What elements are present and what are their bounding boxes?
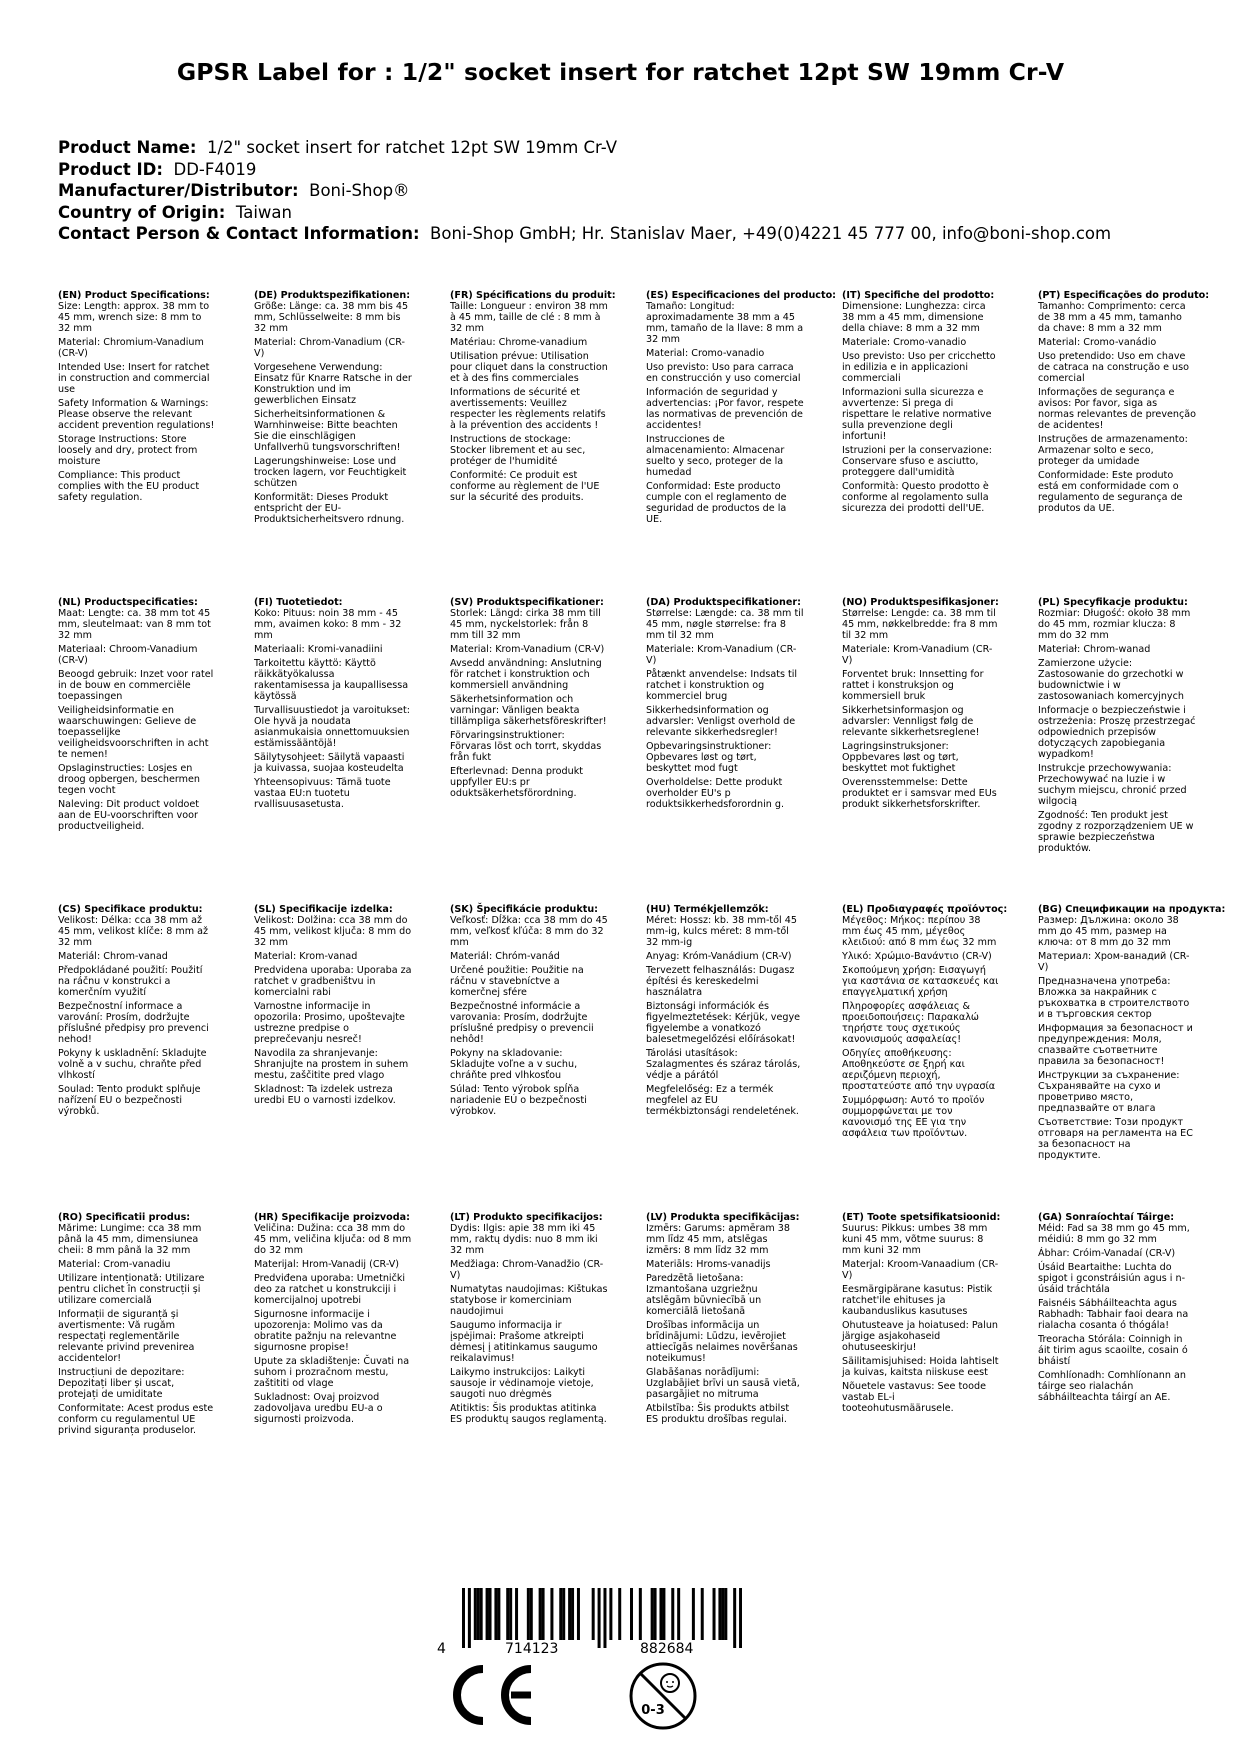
spec-paragraph: Συμμόρφωση: Αυτό το προϊόν συμμορφώνεται με τον κανονισμό της ΕΕ για την ασφάλεια των προϊόντων.	[842, 1095, 985, 1139]
spec-paragraph: Инструкции за съхранение: Съхранявайте на сухо и проветриво място, предпазвайте от влага	[1038, 1070, 1180, 1114]
spec-paragraph: Sigurnosne informacije i upozorenja: Molimo vas da obratite pažnju na relevantne sigurnosne propise!	[254, 1309, 397, 1353]
spec-paragraph: Naleving: Dit product voldoet aan de EU-voorschriften voor productveiligheid.	[58, 799, 200, 832]
spec-paragraph: Súlad: Tento výrobok spĺňa nariadenie EÚ o bezpečnosti výrobkov.	[450, 1084, 587, 1117]
spec-paragraph: Pokyny na skladovanie: Skladujte voľne a v suchu, chráňte pred vlhkosťou	[450, 1048, 578, 1081]
not-for-children-0-3-icon	[628, 1661, 698, 1731]
barcode-bar	[497, 1588, 500, 1640]
language-heading: (PT) Especificações do produto:	[1038, 290, 1210, 301]
spec-paragraph: Sikkerhetsinformasjon og advarsler: Vennligst følg de relevante sikkerhetsreglene!	[842, 705, 980, 738]
language-heading: (HU) Termékjellemzők:	[646, 904, 769, 915]
spec-paragraph: Säilytysohjeet: Säilytä vapaasti ja kuivassa, suojaa kosteudelta	[254, 752, 405, 774]
spec-paragraph: Информация за безопасност и предупреждения: Моля, спазвайте съответните правила за безопасност!	[1038, 1023, 1193, 1067]
spec-paragraph: Uso pretendido: Uso em chave de catraca na construção e uso comercial	[1038, 351, 1189, 384]
language-heading: (PL) Specyfikacje produktu:	[1038, 597, 1188, 608]
language-heading: (NL) Productspecificaties:	[58, 597, 198, 608]
spec-paragraph: Conformité: Ce produit est conforme au règlement de l'UE sur la sécurité des produits.	[450, 470, 600, 503]
spec-paragraph: Utilizare intenționată: Utilizare pentru clichet în construcții și utilizare comercială	[58, 1273, 205, 1306]
spec-paragraph: Material: Chromium-Vanadium (CR-V)	[58, 337, 204, 359]
language-heading: (BG) Спецификации на продукта:	[1038, 904, 1226, 915]
language-block	[1038, 597, 1196, 857]
barcode-bar	[739, 1588, 742, 1648]
spec-paragraph: Paredzētā lietošana: Izmantošana uzgriežņu atslēgām būvniecībā un komerciālā lietošanā	[646, 1273, 762, 1317]
spec-paragraph: Velikost: Dolžina: cca 38 mm do 45 mm, velikost ključa: 8 mm do 32 mm	[254, 915, 412, 948]
barcode-bar	[630, 1588, 633, 1640]
spec-paragraph: Förvaringsinstruktioner: Förvaras löst och torrt, skyddas från fukt	[450, 730, 602, 763]
spec-paragraph: Maat: Lengte: ca. 38 mm tot 45 mm, sleutelmaat: van 8 mm tot 32 mm	[58, 608, 211, 641]
spec-paragraph: Efterlevnad: Denna produkt uppfyller EU:s pr oduktsäkerhetsförordning.	[450, 766, 584, 799]
spec-paragraph: Bezpečnostné informácie a varovania: Prosím, dodržujte príslušné predpisy o prevencii nehôd!	[450, 1001, 594, 1045]
spec-paragraph: Conformidade: Este produto está em conformidade com o regulamento de segurança de produtos da UE.	[1038, 470, 1183, 514]
language-heading: (LT) Produkto specifikacijos:	[450, 1212, 603, 1223]
product-info	[58, 137, 1111, 245]
spec-paragraph: Megfelelőség: Ez a termék megfelel az EU termékbiztonsági rendeletének.	[646, 1084, 799, 1117]
language-block	[254, 1212, 412, 1428]
spec-paragraph: Comhlíonadh: Comhlíonann an táirge seo rialachán sábháilteachta táirgí an AE.	[1038, 1370, 1186, 1403]
barcode-bar	[527, 1588, 530, 1640]
manufacturer-label: Manufacturer/Distributor:	[58, 181, 299, 200]
spec-paragraph: Sikkerhedsinformation og advarsler: Venligst overhold de relevante sikkerhedsregler!	[646, 705, 796, 738]
language-heading: (DA) Produktspecifikationer:	[646, 597, 801, 608]
product-id-value: DD-F4019	[173, 159, 257, 179]
spec-paragraph: Материал: Хром-ванадий (CR-V)	[1038, 951, 1190, 973]
ean-right-digits: 882684	[640, 1641, 694, 1657]
spec-paragraph: Materijal: Hrom-Vanadij (CR-V)	[254, 1259, 400, 1270]
spec-paragraph: Beoogd gebruik: Inzet voor ratel in de bouw en commerciële toepassingen	[58, 669, 214, 702]
barcode-bar	[718, 1588, 721, 1640]
spec-paragraph: Opslaginstructies: Losjes en droog opbergen, beschermen tegen vocht	[58, 763, 200, 796]
product-id-label: Product ID:	[58, 159, 163, 179]
spec-paragraph: Turvallisuustiedot ja varoitukset: Ole hyvä ja noudata asianmukaisia onnettomuuksien estämissääntöjä!	[254, 705, 410, 749]
barcode-bar	[494, 1588, 497, 1640]
spec-paragraph: Materiál: Chrom-vanad	[58, 951, 168, 962]
barcode-bar	[654, 1588, 657, 1640]
page-title: GPSR Label for : 1/2" socket insert for ratchet 12pt SW 19mm Cr-V	[176, 58, 1065, 86]
spec-paragraph: Tarkoitettu käyttö: Käyttö räikkätyökalussa rakentamisessa ja kaupallisessa käytössä	[254, 658, 409, 702]
spec-paragraph: Tamanho: Comprimento: cerca de 38 mm a 45 mm, tamanho da chave: 8 mm a 32 mm	[1038, 301, 1186, 334]
language-block	[58, 597, 216, 835]
barcode-bar	[677, 1588, 680, 1640]
spec-paragraph: Izmērs: Garums: apmēram 38 mm līdz 45 mm, atslēgas izmērs: 8 mm līdz 32 mm	[646, 1223, 790, 1256]
barcode-bar	[651, 1588, 654, 1640]
barcode-bar	[662, 1588, 665, 1640]
language-heading: (HR) Specifikacije proizvoda:	[254, 1212, 410, 1223]
spec-paragraph: Säilitamisjuhised: Hoida lahtiselt ja kuivas, kaitsta niiskuse eest	[842, 1356, 999, 1378]
spec-paragraph: Material: Crom-vanadiu	[58, 1259, 171, 1270]
spec-paragraph: Lagerungshinweise: Lose und trocken lagern, vor Feuchtigkeit schützen	[254, 456, 407, 489]
barcode-bar	[462, 1588, 465, 1648]
spec-paragraph: Sicherheitsinformationen & Warnhinweise: Bitte beachten Sie die einschlägigen Unfallverhü tungsvorschriften!	[254, 409, 401, 453]
spec-paragraph: Materiale: Cromo-vanadio	[842, 337, 967, 348]
spec-paragraph: Méret: Hossz: kb. 38 mm-től 45 mm-ig, kulcs méret: 8 mm-től 32 mm-ig	[646, 915, 797, 948]
spec-paragraph: Conformidad: Este producto cumple con el reglamento de seguridad de productos de la UE.	[646, 481, 787, 525]
spec-paragraph: Safety Information & Warnings: Please observe the relevant accident prevention regulations!	[58, 398, 215, 431]
language-block	[1038, 904, 1226, 1164]
spec-paragraph: Méid: Fad sa 38 mm go 45 mm, méidiú: 8 mm go 32 mm	[1038, 1223, 1190, 1245]
spec-paragraph: Opbevaringsinstruktioner: Opbevares løst og tørt, beskyttet mod fugt	[646, 741, 772, 774]
spec-paragraph: Storage Instructions: Store loosely and dry, protect from moisture	[58, 434, 198, 467]
language-heading: (ET) Toote spetsifikatsioonid:	[842, 1212, 1001, 1223]
spec-paragraph: Navodila za shranjevanje: Shranjujte na prostem in suhem mestu, zaščitite pred vlago	[254, 1048, 409, 1081]
spec-paragraph: Tamaño: Longitud: aproximadamente 38 mm a 45 mm, tamaño de la llave: 8 mm a 32 mm	[646, 301, 804, 345]
spec-paragraph: Materiaali: Kromi-vanadiini	[254, 644, 383, 655]
barcode-bar	[550, 1588, 553, 1640]
language-heading: (EL) Προδιαγραφές προϊόντος:	[842, 904, 1008, 915]
spec-paragraph: Yhteensopivuus: Tämä tuote vastaa EU:n tuotetu rvallisuusasetusta.	[254, 777, 391, 810]
language-heading: (FR) Spécifications du produit:	[450, 290, 616, 301]
spec-paragraph: Οδηγίες αποθήκευσης: Αποθηκεύστε σε ξηρή και αεριζόμενη περιοχή, προστατεύστε από την υγρασία	[842, 1048, 996, 1092]
spec-paragraph: Predviđena uporaba: Umetnički deo za ratchet u konstrukciji i komercijalnoj upotrebi	[254, 1273, 406, 1306]
barcode-bar	[639, 1588, 642, 1640]
spec-paragraph: Material: Krom-Vanadium (CR-V)	[450, 644, 605, 655]
spec-paragraph: Conformitate: Acest produs este conform cu regulamentul UE privind siguranța produselor.	[58, 1403, 214, 1436]
spec-paragraph: Eesmärgipärane kasutus: Pistik ratchet'ile ehituses ja kaubanduslikus kasutuses	[842, 1284, 993, 1317]
spec-paragraph: Materjal: Kroom-Vanaadium (CR-V)	[842, 1259, 999, 1281]
barcode-bar	[659, 1588, 662, 1640]
spec-paragraph: Storlek: Längd: cirka 38 mm till 45 mm, nyckelstorlek: från 8 mm till 32 mm	[450, 608, 601, 641]
product-name-value: 1/2" socket insert for ratchet 12pt SW 19mm Cr-V	[206, 138, 618, 157]
language-heading: (IT) Specifiche del prodotto:	[842, 290, 995, 301]
spec-paragraph: Treoracha Stórála: Coinnigh in áit tirim agus scaoilte, cosain ó bháistí	[1038, 1334, 1188, 1367]
spec-paragraph: Faisnéis Sábháilteachta agus Rabhadh: Tabhair faoi deara na rialacha cosanta ó thógála!	[1038, 1298, 1189, 1331]
spec-paragraph: Velikost: Délka: cca 38 mm až 45 mm, velikost klíče: 8 mm až 32 mm	[58, 915, 209, 948]
language-block	[1038, 290, 1210, 517]
language-block	[842, 597, 1000, 813]
language-block	[450, 597, 608, 802]
spec-paragraph: Informacje o bezpieczeństwie i ostrzeżenia: Proszę przestrzegać odpowiednich przepisów dotyczących zapobiegania wypadkom!	[1038, 705, 1196, 760]
spec-paragraph: Anyag: Króm-Vanádium (CR-V)	[646, 951, 792, 962]
spec-paragraph: Skladnost: Ta izdelek ustreza uredbi EU o varnosti izdelkov.	[254, 1084, 396, 1106]
spec-paragraph: Informations de sécurité et avertissements: Veuillez respecter les règlements relatifs à la prévention des accidents !	[450, 387, 606, 431]
spec-paragraph: Säkerhetsinformation och varningar: Vänligen beakta tillämpliga säkerhetsföreskrifter!	[450, 694, 607, 727]
manufacturer-value: Boni-Shop®	[309, 181, 410, 200]
language-block	[254, 904, 412, 1109]
spec-paragraph: Съответствие: Този продукт отговаря на регламента на ЕС за безопасност на продуктите.	[1038, 1117, 1193, 1161]
language-block	[1038, 1212, 1196, 1406]
barcode-bar	[571, 1588, 574, 1640]
spec-paragraph: Upute za skladištenje: Čuvati na suhom i prozračnom mestu, zaštititi od vlage	[254, 1356, 410, 1389]
spec-paragraph: Μέγεθος: Μήκος: περίπου 38 mm έως 45 mm, μέγεθος κλειδιού: από 8 mm έως 32 mm	[842, 915, 997, 948]
spec-paragraph: Instrukcje przechowywania: Przechowywać na luzie i w suchym miejscu, chronić przed wilgocią	[1038, 763, 1187, 807]
spec-paragraph: Material: Cromo-vanádio	[1038, 337, 1157, 348]
spec-paragraph: Materiale: Krom-Vanadium (CR-V)	[842, 644, 993, 666]
barcode-bar	[724, 1588, 727, 1640]
language-heading: (EN) Product Specifications:	[58, 290, 210, 301]
spec-paragraph: Vorgesehene Verwendung: Einsatz für Knarre Ratsche in der Konstruktion und im gewerblichen Einsatz	[254, 362, 412, 406]
barcode-bar	[530, 1588, 533, 1640]
spec-paragraph: Størrelse: Længde: ca. 38 mm til 45 mm, nøgle størrelse: fra 8 mm til 32 mm	[646, 608, 804, 641]
spec-paragraph: Предназначена употреба: Вложка за накрайник с ръкохватка в строителството и в търговския сектор	[1038, 976, 1190, 1020]
spec-paragraph: Určené použitie: Použitie na ráčnu v stavebníctve a komerčnej sfére	[450, 965, 584, 998]
age-label: 0-3	[641, 1703, 665, 1718]
spec-paragraph: Πληροφορίες ασφάλειας & προειδοποιήσεις: Παρακαλώ τηρήστε τους σχετικούς κανονισμούς ασφαλείας!	[842, 1001, 979, 1045]
spec-paragraph: Informații de siguranță și avertismente: Vă rugăm respectați reglementările relevante privind prevenirea accidentelor!	[58, 1309, 195, 1364]
language-block	[254, 290, 412, 528]
spec-paragraph: Påtænkt anvendelse: Indsats til ratchet i konstruktion og kommerciel brug	[646, 669, 798, 702]
language-heading: (SK) Špecifikácie produktu:	[450, 904, 599, 915]
spec-paragraph: Materiāls: Hroms-vanadijs	[646, 1259, 771, 1270]
spec-paragraph: Uso previsto: Uso para carraca en construcción y uso comercial	[646, 362, 801, 384]
language-block	[646, 597, 804, 813]
spec-paragraph: Soulad: Tento produkt splňuje nařízení EU o bezpečnosti výrobků.	[58, 1084, 201, 1117]
language-block	[450, 290, 616, 506]
barcode-bar	[480, 1588, 483, 1640]
spec-paragraph: Material: Krom-vanad	[254, 951, 358, 962]
spec-paragraph: Forventet bruk: Innsetting for rattet i konstruksjon og kommersiell bruk	[842, 669, 984, 702]
spec-paragraph: Størrelse: Lengde: ca. 38 mm til 45 mm, nøkkelbredde: fra 8 mm til 32 mm	[842, 608, 998, 641]
spec-paragraph: Konformität: Dieses Produkt entspricht der EU-Produktsicherheitsvero rdnung.	[254, 492, 405, 525]
spec-paragraph: Mărime: Lungime: cca 38 mm până la 45 mm, dimensiunea cheii: 8 mm până la 32 mm	[58, 1223, 202, 1256]
spec-paragraph: Saugumo informacija ir įspėjimai: Prašome atkreipti dėmesį į atitinkamus saugumo reikalavimus!	[450, 1320, 598, 1364]
spec-paragraph: Veľkosť: Dĺžka: cca 38 mm do 45 mm, veľkosť kľúča: 8 mm do 32 mm	[450, 915, 608, 948]
language-block	[58, 1212, 216, 1439]
spec-paragraph: Información de seguridad y advertencias: ¡Por favor, respete las normativas de prevención de accidentes!	[646, 387, 804, 431]
spec-paragraph: Veličina: Dužina: cca 38 mm do 45 mm, veličina ključa: od 8 mm do 32 mm	[254, 1223, 412, 1256]
spec-paragraph: Suurus: Pikkus: umbes 38 mm kuni 45 mm, võtme suurus: 8 mm kuni 32 mm	[842, 1223, 988, 1256]
contact-row	[58, 223, 1111, 245]
barcode-bar	[598, 1588, 601, 1648]
contact-label: Contact Person & Contact Information:	[58, 224, 420, 243]
barcode-bar	[477, 1588, 480, 1640]
language-block	[58, 290, 216, 506]
spec-paragraph: Dimensione: Lunghezza: circa 38 mm a 45 mm, dimensione della chiave: 8 mm a 32 mm	[842, 301, 986, 334]
product-name-row	[58, 137, 1111, 159]
spec-paragraph: Numatytas naudojimas: Kištukas statybose ir komerciniam naudojimui	[450, 1284, 608, 1317]
language-block	[842, 290, 1000, 517]
spec-paragraph: Lagringsinstruksjoner: Oppbevares løst og tørt, beskyttet mot fuktighet	[842, 741, 959, 774]
spec-paragraph: Informações de segurança e avisos: Por favor, siga as normas relevantes de prevenção de acidentes!	[1038, 387, 1197, 431]
barcode-bar	[721, 1588, 724, 1640]
spec-paragraph: Ohutusteave ja hoiatused: Palun järgige asjakohaseid ohutuseeskirju!	[842, 1320, 998, 1353]
spec-paragraph: Varnostne informacije in opozorila: Prosimo, upoštevajte ustrezne predpise o preprečevanju nesreč!	[254, 1001, 405, 1045]
spec-paragraph: Pokyny k uskladnění: Skladujte volně a v suchu, chraňte před vlhkostí	[58, 1048, 207, 1081]
spec-paragraph: Biztonsági információk és figyelmeztetések: Kérjük, vegye figyelembe a vonatkozó balesetmegelőzési előírásokat!	[646, 1001, 801, 1045]
spec-paragraph: Ábhar: Cróim-Vanadaí (CR-V)	[1038, 1248, 1176, 1259]
spec-paragraph: Materiale: Krom-Vanadium (CR-V)	[646, 644, 797, 666]
spec-paragraph: Instrucțiuni de depozitare: Depozitați liber și uscat, protejați de umiditate	[58, 1367, 185, 1400]
barcode-bar	[506, 1588, 509, 1640]
spec-paragraph: Materiał: Chrom-wanad	[1038, 644, 1151, 655]
spec-paragraph: Veiligheidsinformatie en waarschuwingen: Gelieve de toepasselijke veiligheidsvoorschriften in acht te nemen!	[58, 705, 209, 760]
spec-paragraph: Atbilstība: Šis produkts atbilst ES produktu drošības regulai.	[646, 1403, 790, 1425]
barcode-bar	[468, 1588, 471, 1648]
barcode-bar	[542, 1588, 545, 1640]
spec-paragraph: Laikymo instrukcijos: Laikyti sausoje ir vėdinamoje vietoje, saugoti nuo drėgmės	[450, 1367, 594, 1400]
language-heading: (FI) Tuotetiedot:	[254, 597, 343, 608]
spec-paragraph: Conformità: Questo prodotto è conforme al regolamento sulla sicurezza dei prodotti dell'UE.	[842, 481, 989, 514]
spec-paragraph: Drošības informācija un brīdinājumi: Lūdzu, ievērojiet attiecīgās nelaimes novēršanas noteikumus!	[646, 1320, 798, 1364]
language-heading: (RO) Specificatii produs:	[58, 1212, 191, 1223]
product-id-row	[58, 159, 1111, 181]
language-heading: (SV) Produktspecifikationer:	[450, 597, 604, 608]
barcode-bar	[671, 1588, 674, 1640]
spec-paragraph: Nõuetele vastavus: See toode vastab EL-i tooteohutusmäärusele.	[842, 1381, 986, 1414]
barcode-bar	[515, 1588, 518, 1640]
ce-mark-icon	[453, 1665, 535, 1725]
spec-paragraph: Tervezett felhasználás: Dugasz építési és kereskedelmi használatra	[646, 965, 795, 998]
language-block	[646, 290, 837, 528]
spec-paragraph: Rozmiar: Długość: około 38 mm do 45 mm, rozmiar klucza: 8 mm do 32 mm	[1038, 608, 1191, 641]
language-block	[842, 904, 1008, 1142]
spec-paragraph: Úsáid Beartaithe: Luchta do spigot i gconstráisiún agus i n-úsáid tráchtála	[1038, 1262, 1186, 1295]
spec-paragraph: Materiaal: Chroom-Vanadium (CR-V)	[58, 644, 198, 666]
spec-paragraph: Predvidena uporaba: Uporaba za ratchet v gradbeništvu in komercialni rabi	[254, 965, 412, 998]
barcode-bar	[733, 1588, 736, 1648]
barcode-bar	[713, 1588, 716, 1640]
spec-paragraph: Instruções de armazenamento: Armazenar solto e seco, proteger da umidade	[1038, 434, 1188, 467]
spec-paragraph: Zgodność: Ten produkt jest zgodny z rozporządzeniem UE w sprawie bezpieczeństwa produktów.	[1038, 810, 1194, 854]
language-block	[646, 1212, 804, 1428]
language-block	[450, 1212, 608, 1428]
language-heading: (LV) Produkta specifikācijas:	[646, 1212, 800, 1223]
barcode-bar	[509, 1588, 512, 1640]
spec-paragraph: Uso previsto: Uso per cricchetto in edilizia e in applicazioni commerciali	[842, 351, 996, 384]
barcode-bar	[474, 1588, 477, 1640]
manufacturer-row	[58, 180, 1111, 202]
ean-left-digits: 714123	[505, 1641, 559, 1657]
language-heading: (ES) Especificaciones del producto:	[646, 290, 837, 301]
spec-paragraph: Předpokládané použití: Použití na ráčnu v konstrukci a komerčním využití	[58, 965, 203, 998]
barcode	[462, 1588, 742, 1648]
spec-paragraph: Glabāšanas norādījumi: Uzglabājiet brīvi un sausā vietā, pasargājiet no mitruma	[646, 1367, 800, 1400]
barcode-bar	[486, 1588, 489, 1640]
barcode-bar	[618, 1588, 621, 1640]
language-heading: (DE) Produktspezifikationen:	[254, 290, 411, 301]
spec-paragraph: Dydis: Ilgis: apie 38 mm iki 45 mm, raktų dydis: nuo 8 mm iki 32 mm	[450, 1223, 598, 1256]
spec-paragraph: Σκοπούμενη χρήση: Εισαγωγή για καστάνια σε κατασκευές και επαγγελματική χρήση	[842, 965, 999, 998]
spec-paragraph: Utilisation prévue: Utilisation pour cliquet dans la construction et à des fins commerciales	[450, 351, 608, 384]
country-row	[58, 202, 1111, 224]
spec-paragraph: Sukladnost: Ovaj proizvod zadovoljava uredbu EU-a o sigurnosti proizvoda.	[254, 1392, 383, 1425]
spec-paragraph: Bezpečnostní informace a varování: Prosím, dodržujte příslušné předpisy pro prevenci nehod!	[58, 1001, 209, 1045]
language-block	[450, 904, 608, 1120]
barcode-bar	[701, 1588, 704, 1640]
spec-paragraph: Overholdelse: Dette produkt overholder EU's p roduktsikkerhedsforordnin g.	[646, 777, 785, 810]
spec-paragraph: Tárolási utasítások: Szalagmentes és száraz tárolás, védje a párától	[646, 1048, 801, 1081]
spec-paragraph: Material: Chrom-Vanadium (CR-V)	[254, 337, 405, 359]
spec-paragraph: Overensstemmelse: Dette produktet er i samsvar med EUs produkt sikkerhetsforskrifter.	[842, 777, 997, 810]
spec-paragraph: Material: Cromo-vanadio	[646, 348, 765, 359]
product-name-label: Product Name:	[58, 138, 197, 157]
barcode-bar	[592, 1588, 595, 1640]
barcode-bar	[692, 1588, 695, 1640]
spec-paragraph: Size: Length: approx. 38 mm to 45 mm, wrench size: 8 mm to 32 mm	[58, 301, 210, 334]
spec-paragraph: Compliance: This product complies with the EU product safety regulation.	[58, 470, 200, 503]
language-block	[254, 597, 412, 813]
spec-paragraph: Zamierzone użycie: Zastosowanie do grzechotki w budownictwie i w zastosowaniach komercyjnych	[1038, 658, 1184, 702]
country-value: Taiwan	[235, 202, 292, 222]
spec-paragraph: Atitiktis: Šis produktas atitinka ES produktų saugos reglamentą.	[450, 1403, 607, 1425]
barcode-bar	[559, 1588, 562, 1640]
spec-paragraph: Intended Use: Insert for ratchet in construction and commercial use	[58, 362, 210, 395]
barcode-bar	[603, 1588, 606, 1648]
barcode-bar	[577, 1588, 580, 1640]
spec-paragraph: Matériau: Chrome-vanadium	[450, 337, 588, 348]
language-heading: (NO) Produktspesifikasjoner:	[842, 597, 999, 608]
barcode-bar	[609, 1588, 612, 1640]
barcode-bar	[568, 1588, 571, 1640]
spec-paragraph: Materiál: Chróm-vanád	[450, 951, 560, 962]
spec-paragraph: Avsedd användning: Anslutning för ratchet i konstruktion och kommersiell användning	[450, 658, 602, 691]
contact-value: Boni-Shop GmbH; Hr. Stanislav Maer, +49(0)4221 45 777 00, info@boni-shop.com	[430, 224, 1112, 243]
barcode-bar	[539, 1588, 542, 1640]
language-block	[58, 904, 216, 1120]
language-block	[842, 1212, 1000, 1417]
spec-paragraph: Istruzioni per la conservazione: Conservare sfuso e asciutto, proteggere dall'umidità	[842, 445, 992, 478]
spec-paragraph: Informazioni sulla sicurezza e avvertenze: Si prega di rispettare le relative normative sulla prevenzione degli infortuni!	[842, 387, 992, 442]
language-block	[646, 904, 804, 1120]
spec-paragraph: Instructions de stockage: Stocker librement et au sec, protéger de l'humidité	[450, 434, 586, 467]
barcode-bar	[489, 1588, 492, 1640]
spec-paragraph: Medžiaga: Chrom-Vanadžio (CR-V)	[450, 1259, 604, 1281]
ean-lead-digit: 4	[437, 1641, 446, 1657]
spec-paragraph: Größe: Länge: ca. 38 mm bis 45 mm, Schlüsselweite: 8 mm bis 32 mm	[254, 301, 409, 334]
barcode-bar	[562, 1588, 565, 1640]
spec-paragraph: Taille: Longueur : environ 38 mm à 45 mm, taille de clé : 8 mm à 32 mm	[450, 301, 608, 334]
language-heading: (SL) Specifikacije izdelka:	[254, 904, 393, 915]
spec-paragraph: Koko: Pituus: noin 38 mm - 45 mm, avaimen koko: 8 mm - 32 mm	[254, 608, 402, 641]
spec-paragraph: Υλικό: Χρώμιο-Βανάντιο (CR-V)	[842, 951, 992, 962]
spec-paragraph: Размер: Дължина: около 38 mm до 45 mm, размер на ключа: от 8 mm до 32 mm	[1038, 915, 1179, 948]
language-heading: (CS) Specifikace produktu:	[58, 904, 203, 915]
country-label: Country of Origin:	[58, 202, 226, 222]
language-heading: (GA) Sonraíochtaí Táirge:	[1038, 1212, 1175, 1223]
spec-paragraph: Instrucciones de almacenamiento: Almacenar suelto y seco, proteger de la humedad	[646, 434, 785, 478]
